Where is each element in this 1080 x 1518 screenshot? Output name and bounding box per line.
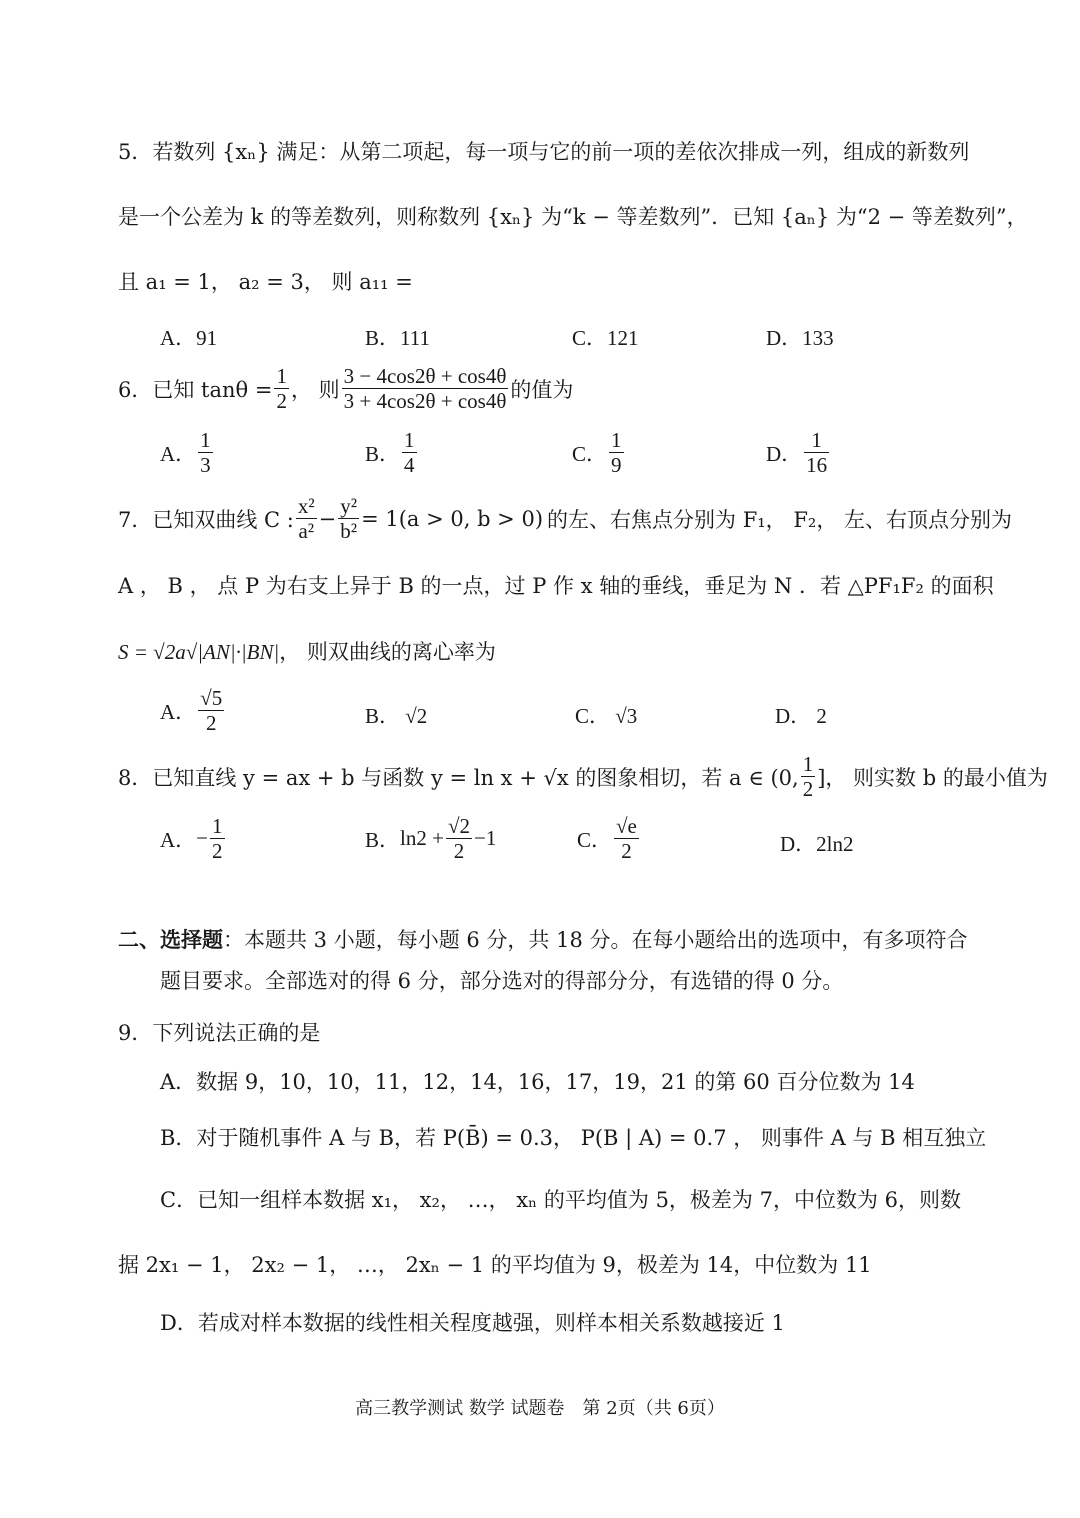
section-2-line-1-rest: ：本题共 3 小题，每小题 6 分，共 18 分。在每小题给出的选项中，有多项符合 bbox=[223, 928, 968, 952]
q6-option-a bbox=[160, 428, 215, 477]
q7-option-c: C． √3 bbox=[575, 704, 638, 728]
q7-rest: 的左、右焦点分别为 F₁， F₂， 左、右顶点分别为 bbox=[547, 507, 1013, 532]
q8-option-a-den: 2 bbox=[212, 839, 223, 864]
section-2-heading: 二、选择题 bbox=[118, 927, 223, 952]
q8-option-b bbox=[365, 814, 496, 863]
q8-option-a-label: A． bbox=[160, 827, 197, 852]
q9-option-d: D．若成对样本数据的线性相关程度越强，则样本相关系数越接近 1 bbox=[160, 1311, 785, 1335]
q8-interval-num: 1 bbox=[802, 752, 814, 776]
q5-option-b: B．111 bbox=[365, 326, 430, 350]
q8-option-c-den: 2 bbox=[621, 839, 632, 864]
q9-option-b: B．对于随机事件 A 与 B，若 P(B̄) = 0.3， P(B | A) = 0.7 ， 则事件 A 与 B 相互独立 bbox=[160, 1126, 987, 1150]
q7-area-formula: S = √2a√|AN|·|BN| bbox=[118, 640, 280, 664]
q5-option-c: C．121 bbox=[572, 326, 639, 350]
q6-suffix: 的值为 bbox=[510, 377, 574, 402]
q6-option-c bbox=[572, 428, 626, 477]
q6-expr-den: 3 + 4cos2θ + cos4θ bbox=[343, 389, 507, 414]
q8-interval-den: 2 bbox=[802, 777, 814, 802]
q6-option-b-label: B． bbox=[365, 441, 401, 466]
q8-line-1a: 8．已知直线 y = ax + b 与函数 y = ln x + √x 的图象相切，若 a ∈ (0, bbox=[118, 765, 799, 790]
q6-option-c-num: 1 bbox=[611, 428, 622, 452]
q8-option-a-sign: − bbox=[196, 826, 209, 851]
q8-option-b-label: B． bbox=[365, 827, 401, 852]
q8-option-a-num: 1 bbox=[212, 814, 223, 838]
q6-expr-num: 3 − 4cos2θ + cos4θ bbox=[343, 364, 507, 388]
q7-option-b: B． √2 bbox=[365, 704, 428, 728]
q7-line-3 bbox=[118, 636, 496, 666]
q8-option-c bbox=[577, 814, 641, 863]
q6-stem bbox=[118, 364, 573, 413]
q6-tan-fraction bbox=[274, 364, 289, 413]
q8-option-c-num: √e bbox=[616, 814, 637, 838]
q8-option-a bbox=[160, 814, 227, 863]
q9-option-c-line-1: C．已知一组样本数据 x₁， x₂， …， xₙ 的平均值为 5，极差为 7，中位数为 6，则数 bbox=[160, 1188, 962, 1212]
q5-option-d: D．133 bbox=[766, 326, 834, 350]
page-footer: 高三教学测试 数学 试题卷 第 2页（共 6页） bbox=[355, 1398, 725, 1419]
q7-line-3-text: ， 则双曲线的离心率为 bbox=[279, 640, 496, 664]
q6-expression-fraction bbox=[342, 364, 509, 413]
q7-line-1 bbox=[118, 494, 1012, 543]
q9-stem: 9．下列说法正确的是 bbox=[118, 1021, 321, 1045]
q6-option-b-num: 1 bbox=[404, 428, 415, 452]
q7-y-den: b² bbox=[340, 519, 358, 544]
q6-option-d-den: 16 bbox=[806, 453, 828, 478]
q6-option-d-num: 1 bbox=[804, 428, 829, 453]
q6-option-b bbox=[365, 428, 419, 477]
q6-prefix: 6．已知 tanθ = bbox=[118, 377, 273, 402]
q5-option-a: A．91 bbox=[160, 326, 218, 350]
q7-x-den: a² bbox=[298, 519, 315, 544]
q9-option-c-line-2: 据 2x₁ − 1， 2x₂ − 1， …， 2xₙ − 1 的平均值为 9，极差为 14，中位数为 11 bbox=[118, 1253, 872, 1277]
q7-line-2: A ， B ， 点 P 为右支上异于 B 的一点，过 P 作 x 轴的垂线，垂足为 N ．若 △PF₁F₂ 的面积 bbox=[118, 574, 994, 598]
q8-option-b-den: 2 bbox=[453, 839, 465, 864]
q6-option-a-num: 1 bbox=[200, 428, 211, 452]
q7-x-num: x² bbox=[297, 494, 315, 518]
q7-y-num: y² bbox=[340, 494, 358, 518]
q8-stem bbox=[118, 752, 1048, 801]
q7-prefix: 7．已知双曲线 C : bbox=[118, 507, 294, 532]
q7-option-a-label: A． bbox=[160, 699, 197, 724]
q9-option-a: A．数据 9，10，10，11，12，14，16，17，19，21 的第 60 百分位数为 14 bbox=[160, 1070, 915, 1094]
q8-option-b-num: √2 bbox=[447, 814, 470, 838]
q8-option-c-label: C． bbox=[577, 827, 613, 852]
q7-option-a-den: 2 bbox=[205, 711, 217, 736]
q6-option-a-label: A． bbox=[160, 441, 197, 466]
q7-option-a bbox=[160, 686, 226, 735]
q7-option-a-num: √5 bbox=[200, 686, 223, 710]
section-2-line-2: 题目要求。全部选对的得 6 分，部分选对的得部分分，有选错的得 0 分。 bbox=[160, 969, 844, 993]
q6-tan-den: 2 bbox=[276, 389, 287, 414]
q8-option-d: D．2ln2 bbox=[780, 832, 854, 856]
q7-option-d: D． 2 bbox=[775, 704, 827, 728]
q7-minus: − bbox=[318, 506, 337, 531]
q8-option-b-post: −1 bbox=[473, 826, 497, 851]
q6-option-d bbox=[766, 428, 831, 477]
q8-option-b-pre: ln2 + bbox=[400, 826, 444, 851]
q6-mid: ， 则 bbox=[290, 377, 340, 402]
q6-option-a-den: 3 bbox=[200, 453, 211, 478]
q5-line-3: 且 a₁ = 1， a₂ = 3， 则 a₁₁ = bbox=[118, 270, 413, 294]
q6-option-c-label: C． bbox=[572, 441, 608, 466]
q6-option-d-label: D． bbox=[766, 441, 803, 466]
section-2-line-1 bbox=[118, 924, 968, 954]
q8-line-1b: ]， 则实数 b 的最小值为 bbox=[817, 765, 1048, 790]
q6-option-c-den: 9 bbox=[611, 453, 622, 478]
q6-tan-num: 1 bbox=[276, 364, 287, 388]
q5-line-1: 5．若数列 {xₙ} 满足：从第二项起，每一项与它的前一项的差依次排成一列，组成的新数列 bbox=[118, 140, 970, 164]
q7-condition: = 1(a > 0, b > 0) bbox=[361, 506, 544, 531]
q6-option-b-den: 4 bbox=[404, 453, 415, 478]
q5-line-2: 是一个公差为 k 的等差数列，则称数列 {xₙ} 为“k − 等差数列”．已知 {aₙ} 为“2 − 等差数列”， bbox=[118, 205, 1028, 229]
